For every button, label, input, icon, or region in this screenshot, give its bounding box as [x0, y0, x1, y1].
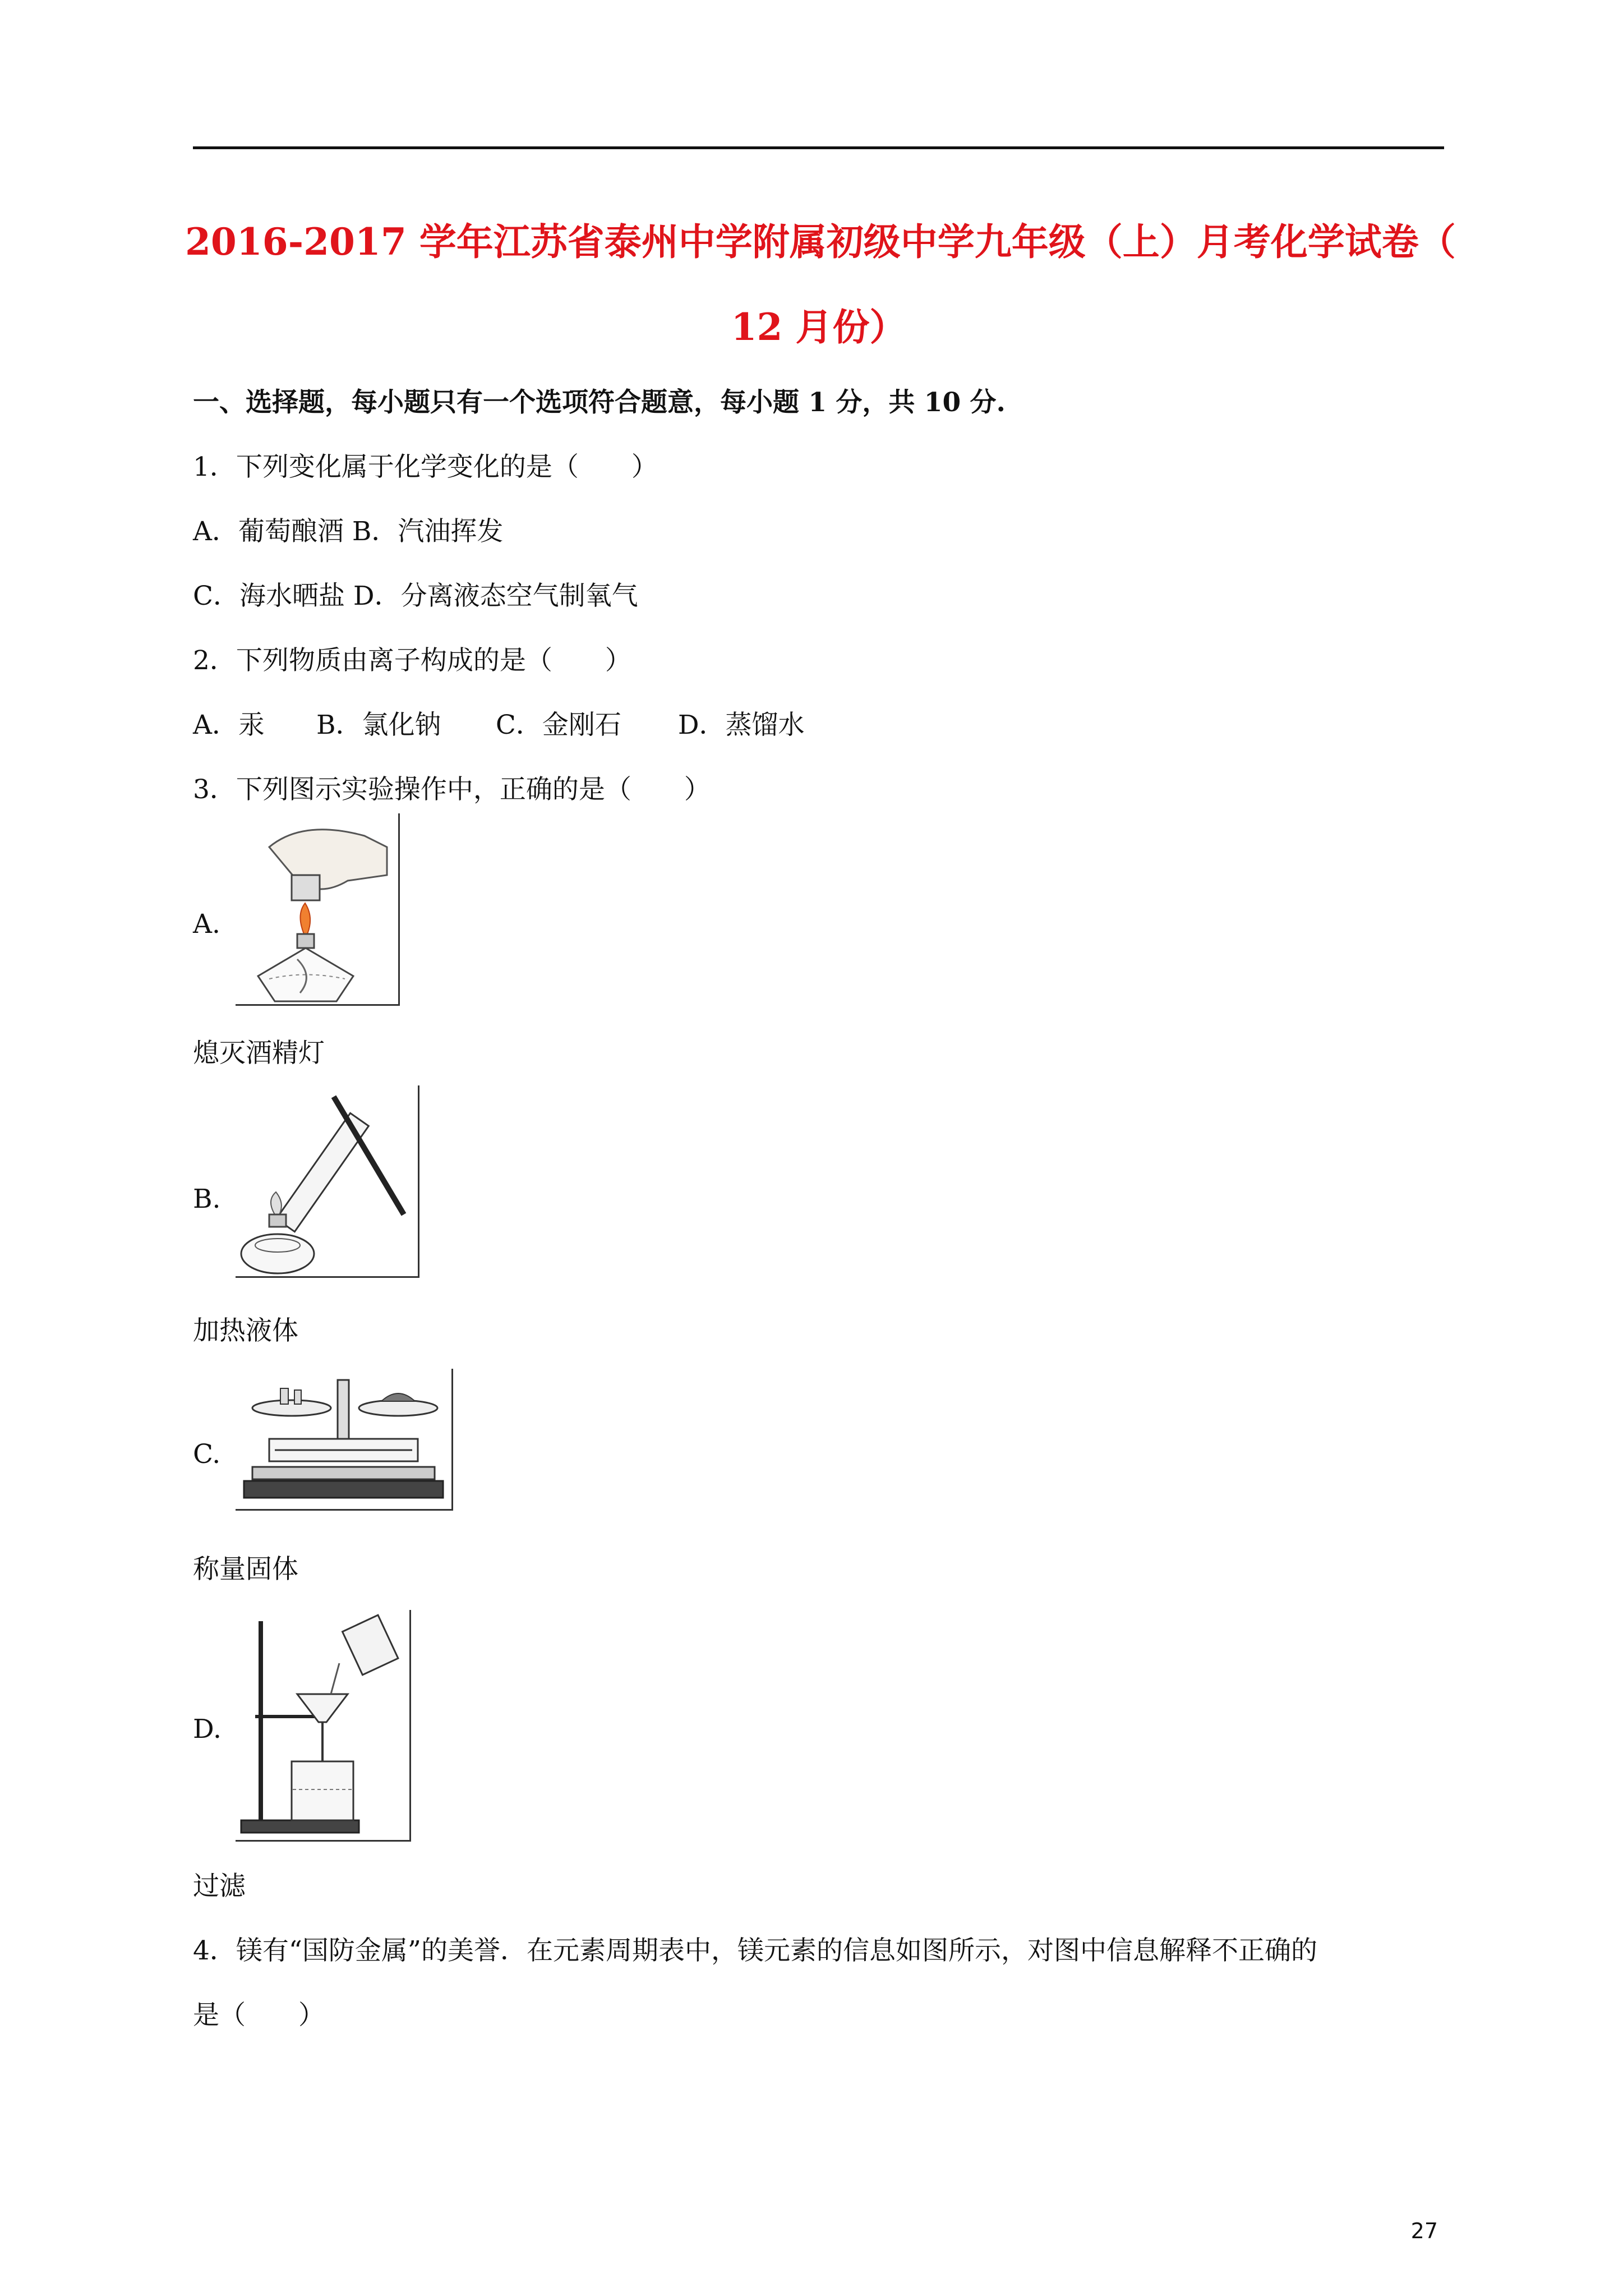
question-2-options [193, 704, 805, 742]
option-b-caption: 加热液体 [193, 1315, 298, 1346]
option-a-caption: 熄灭酒精灯 [193, 1038, 325, 1069]
option-c-caption: 称量固体 [193, 1554, 298, 1585]
question-3-stem: 3．下列图示实验操作中，正确的是（ ） [193, 774, 711, 805]
question-4-stem-line2: 是（ ） [193, 2000, 325, 2031]
balance-scale-icon [236, 1369, 453, 1511]
question-1-options-ab: A．葡萄酿酒 B．汽油挥发 [193, 516, 504, 547]
option-b-label: B. [193, 1184, 221, 1214]
alcohol-lamp-extinguish-icon [236, 813, 400, 1006]
filtration-setup-icon [236, 1610, 411, 1842]
question-2-stem: 2．下列物质由离子构成的是（ ） [193, 645, 631, 676]
option-c-label: C. [193, 1439, 221, 1470]
question-4-stem-line1: 4．镁有“国防金属”的美誉．在元素周期表中，镁元素的信息如图所示，对图中信息解释不正确的 [193, 1935, 1317, 1966]
option-a-label: A. [193, 909, 220, 940]
page-number: 27 [1410, 2219, 1438, 2243]
heating-test-tube-icon [236, 1085, 419, 1278]
section-heading: 一、选择题，每小题只有一个选项符合题意，每小题 1 分，共 10 分. [193, 387, 1006, 418]
option-d: D．蒸馏水 [677, 710, 805, 740]
exam-title-line1: 2016-2017 学年江苏省泰州中学附属初级中学九年级（上）月考化学试卷（ [185, 220, 1456, 264]
exam-title-line2: 12 月份） [731, 305, 907, 349]
header-rule [193, 146, 1444, 149]
question-1-stem: 1．下列变化属于化学变化的是（ ） [193, 452, 658, 482]
option-d-label: D. [193, 1714, 222, 1745]
option-a: A．汞 [193, 710, 265, 740]
option-c: C．金刚石 [495, 710, 621, 740]
option-d-caption: 过滤 [193, 1871, 246, 1902]
question-1-options-cd: C．海水晒盐 D．分离液态空气制氧气 [193, 581, 638, 611]
option-b: B．氯化钠 [316, 710, 441, 740]
